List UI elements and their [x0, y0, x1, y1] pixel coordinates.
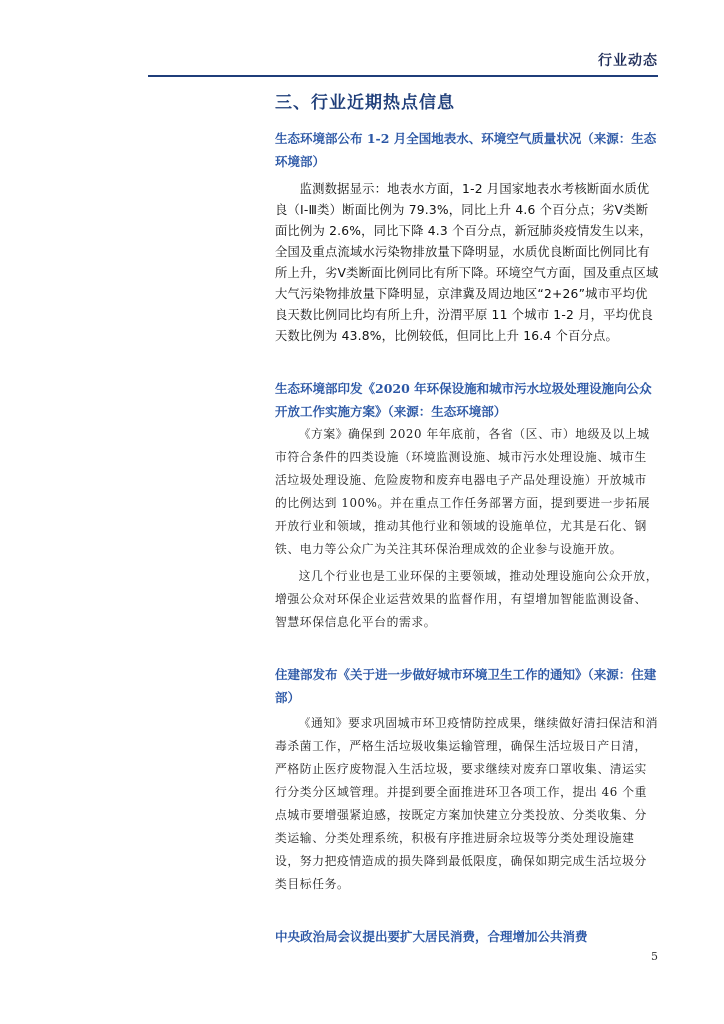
main-content — [275, 88, 659, 948]
news-item-title: 生态环境部公布 1-2 月全国地表水、环境空气质量状况（来源：生态环境部） — [275, 131, 657, 169]
news-item-1 — [275, 127, 659, 347]
news-item-paragraph: 监测数据显示：地表水方面，1-2 月国家地表水考核断面水质优良（Ⅰ-Ⅲ类）断面比例为 79.3%，同比上升 4.6 个百分点；劣Ⅴ类断面比例为 2.6%，同比下降 4.3 个百分点，新冠肺炎疫情发生以来，全国及重点流域水污染物排放量下降明显，水质优良断面比例同比有所上升，劣Ⅴ类断面比例同比有所下降。环境空气方面，国及重点区域大气污染物排放量下降明显，京津冀及周边地区“2+26”城市平均优良天数比例同比均有所上升，汾渭平原 11 个城市 1-2 月，平均优良天数比例为 43.8%，比例较低，但同比上升 16.4 个百分点。 — [275, 182, 659, 343]
news-item-4 — [275, 925, 659, 948]
news-item-paragraph: 这几个行业也是工业环保的主要领域，推动处理设施向公众开放，增强公众对环保企业运营效果的监督作用，有望增加智能监测设备、智慧环保信息化平台的需求。 — [275, 569, 659, 629]
news-item-paragraph: 《通知》要求巩固城市环卫疫情防控成果，继续做好清扫保洁和消毒杀菌工作，严格生活垃圾收集运输管理，确保生活垃圾日产日清，严格防止医疗废物混入生活垃圾，要求继续对废弃口罩收集、清运实行分类分区域管理。并提到要全面推进环卫各项工作，提出 46 个重点城市要增强紧迫感，按既定方案加快建立分类投放、分类收集、分类运输、分类处理系统，积极有序推进厨余垃圾等分类处理设施建设，努力把疫情造成的损失降到最低限度，确保如期完成生活垃圾分类目标任务。 — [275, 716, 659, 891]
news-item-paragraph: 《方案》确保到 2020 年年底前，各省（区、市）地级及以上城市符合条件的四类设施（环境监测设施、城市污水处理设施、城市生活垃圾处理设施、危险废物和废弃电器电子产品处理设施）开放城市的比例达到 100%。并在重点工作任务部署方面，提到要进一步拓展开放行业和领域，推动其他行业和领域的设施单位，尤其是石化、钢铁、电力等公众广为关注其环保治理成效的企业参与设施开放。 — [275, 427, 651, 556]
header-divider — [148, 75, 658, 77]
news-item-3 — [275, 663, 659, 896]
news-item-title: 住建部发布《关于进一步做好城市环境卫生工作的通知》（来源：住建部） — [275, 667, 657, 705]
news-item-2 — [275, 377, 659, 634]
news-item-title: 中央政治局会议提出要扩大居民消费，合理增加公共消费 — [275, 929, 588, 944]
section-title: 三、行业近期热点信息 — [275, 93, 455, 113]
page-number: 5 — [651, 950, 658, 963]
news-item-title: 生态环境部印发《2020 年环保设施和城市污水垃圾处理设施向公众开放工作实施方案》（来源：生态环境部） — [275, 381, 652, 419]
header-section-tag: 行业动态 — [598, 53, 658, 69]
